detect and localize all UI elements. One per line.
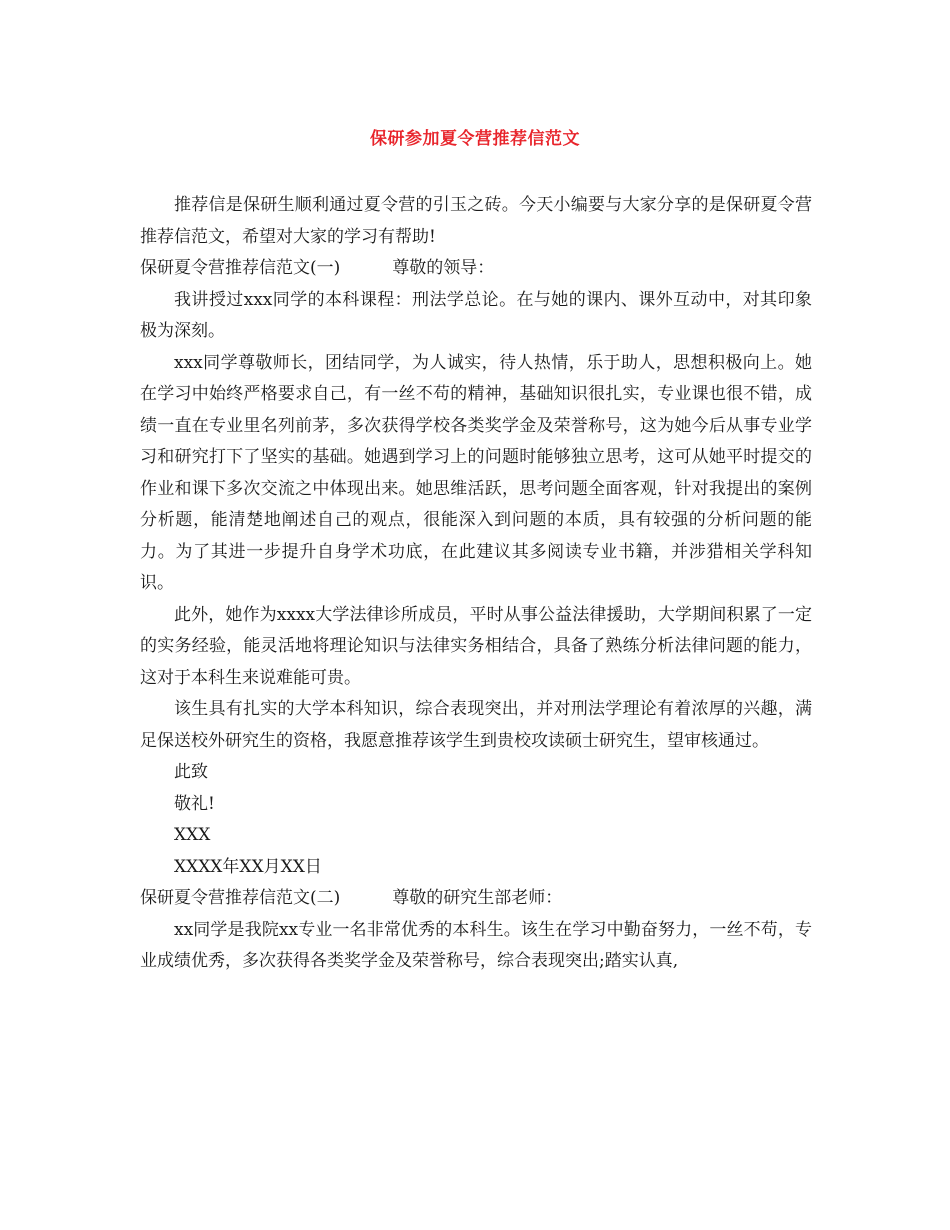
letter1-heading-line — [140, 253, 812, 285]
letter2-heading-line — [140, 883, 812, 915]
letter1-paragraph: 该生具有扎实的大学本科知识，综合表现突出，并对刑法学理论有着浓厚的兴趣，满足保送校外研究生的资格，我愿意推荐该学生到贵校攻读硕士研究生，望审核通过。 — [140, 699, 812, 751]
document-body — [140, 190, 812, 978]
letter1-paragraph: 我讲授过xxx同学的本科课程：刑法学总论。在与她的课内、课外互动中，对其印象极为深刻。 — [140, 289, 812, 341]
letter2-heading: 保研夏令营推荐信范文(二) — [140, 888, 341, 908]
letter1-paragraph: xxx同学尊敬师长，团结同学，为人诚实，待人热情，乐于助人，思想积极向上。她在学习中始终严格要求自己，有一丝不苟的精神，基础知识很扎实，专业课也很不错，成绩一直在专业里名列前茅，多次获得学校各类奖学金及荣誉称号，这为她今后从事专业学习和研究打下了坚实的基础。她遇到学习上的问题时能够独立思考，这可从她平时提交的作业和课下多次交流之中体现出来。她思维活跃，思考问题全面客观，针对我提出的案例分析题，能清楚地阐述自己的观点，很能深入到问题的本质，具有较强的分析问题的能力。为了其进一步提升自身学术功底，在此建议其多阅读专业书籍，并涉猎相关学科知识。 — [140, 352, 812, 593]
document-title: 保研参加夏令营推荐信范文 — [370, 129, 580, 149]
letter1-heading: 保研夏令营推荐信范文(一) — [140, 258, 341, 278]
intro-paragraph: 推荐信是保研生顺利通过夏令营的引玉之砖。今天小编要与大家分享的是保研夏令营推荐信范文，希望对大家的学习有帮助! — [140, 195, 812, 247]
letter2-paragraph: xx同学是我院xx专业一名非常优秀的本科生。该生在学习中勤奋努力，一丝不苟，专业成绩优秀，多次获得各类奖学金及荣誉称号，综合表现突出;踏实认真, — [140, 919, 812, 971]
letter2-salutation: 尊敬的研究生部老师： — [392, 888, 563, 908]
letter1-regards: 敬礼! — [174, 793, 215, 814]
letter1-paragraph: 此外，她作为xxxx大学法律诊所成员，平时从事公益法律援助，大学期间积累了一定的实务经验，能灵活地将理论知识与法律实务相结合，具备了熟练分析法律问题的能力，这对于本科生来说难能可贵。 — [140, 604, 812, 688]
letter1-closing: 此致 — [174, 762, 208, 782]
letter1-signature: XXX — [174, 825, 211, 845]
letter1-date: XXXX年XX月XX日 — [174, 856, 322, 877]
letter1-salutation: 尊敬的领导： — [392, 258, 495, 278]
